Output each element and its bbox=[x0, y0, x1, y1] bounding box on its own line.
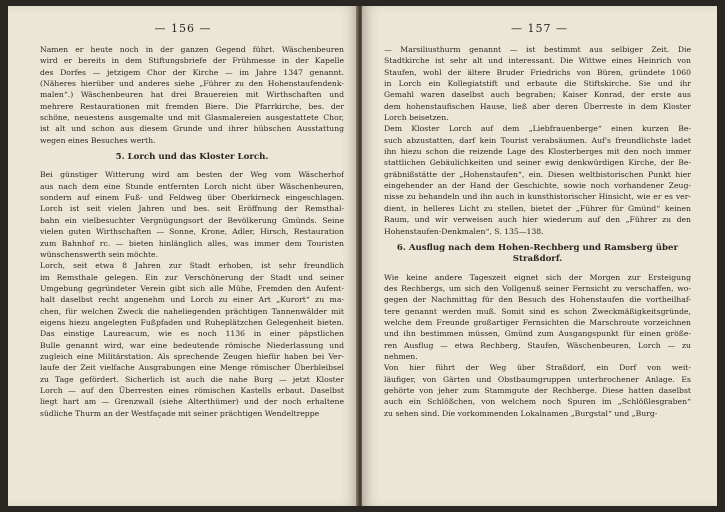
text-line: zum Bahnhof rc. — bieten hinlänglich alles, was immer dem Touristen bbox=[40, 238, 344, 248]
text-line: zugleich eine Militärstation. Als sprechende Zeugen hiefür haben bei Ver- bbox=[40, 351, 344, 361]
text-line: dem hohenstaufischen Hause, ließ aber deren Überreste in dem Kloster bbox=[384, 101, 691, 111]
paragraph bbox=[40, 44, 344, 146]
text-line: malen“.) Wäschenbeuren hat drei Brauereien mit Wirthschaften und bbox=[40, 90, 344, 100]
paragraph bbox=[40, 169, 344, 260]
text-line: nehmen. bbox=[384, 351, 418, 361]
text-line: Raum, und wir verweisen auch hier wiederum auf den „Führer zu den bbox=[384, 215, 691, 225]
text-line: chen, für welchen Zweck die naheliegenden prächtigen Tannenwälder mit bbox=[40, 306, 344, 316]
text-line: Von hier führt der Weg über Straßdorf, ein Dorf von weit- bbox=[384, 363, 691, 373]
text-line: Wie keine andere Tageszeit eignet sich der Morgen zur Ersteigung bbox=[384, 272, 691, 282]
text-line: läufiger, von Gärten und Obstbaumgruppen unterbrochener Anlage. Es bbox=[384, 374, 691, 384]
text-line: in Lorch ein Kollegiatstift und erbaute die Stiftskirche. Sie und ihr bbox=[384, 79, 691, 89]
text-line: sondern auf einem Fuß- und Feldweg über Oberkirneck eingeschlagen. bbox=[40, 193, 344, 203]
text-line: nisse zu behandeln und ihn auch in kunsthistorischer Hinsicht, wie er es ver- bbox=[384, 192, 691, 202]
text-line: auch ein Schlößchen, von welchem noch Spuren im „Schlößlesgraben“ bbox=[384, 397, 691, 407]
page-number: — 157 — bbox=[511, 22, 568, 35]
text-line: stattlichen Gebäulichkeiten und seiner ewig denkwürdigen Kirche, der Be- bbox=[384, 158, 691, 168]
text-line: Lorch, seit etwa 8 Jahren zur Stadt erhoben, ist sehr freundlich bbox=[40, 261, 344, 271]
page-number: — 156 — bbox=[154, 22, 212, 35]
paragraph bbox=[384, 272, 691, 363]
text-line: Namen er heute noch in der ganzen Gegend führt. Wäschenbeuren bbox=[40, 45, 344, 54]
right-page bbox=[362, 6, 717, 506]
text-line: Stadtkirche ist sehr alt und interessant. Die Wittwe eines Heinrich von bbox=[384, 56, 691, 66]
text-line: südliche Thurm an der Westfaçade mit seiner prächtigen Wendeltreppe bbox=[40, 408, 320, 418]
text-line: dient, in helleres Licht zu stellen, bietet der „Führer für Gmünd“ keinen bbox=[384, 203, 691, 213]
text-line: eigens hiezu angelegten Fußpfaden und Ruheplätzchen Gelegenheit bieten. bbox=[40, 317, 344, 327]
text-line: gegen der Nachmittag für den Besuch des Hohenstaufen die vortheilhaf- bbox=[384, 295, 691, 305]
text-line: eingehender an der Hand der Geschichte, sowie noch vorhandener Zeug- bbox=[384, 181, 691, 191]
text-line: ren Ausflug — etwa Rechberg, Staufen, Wäschenbeuren, Lorch — zu bbox=[384, 340, 691, 350]
text-line: Lorch ist seit vielen Jahren und bes. seit Eröffnung der Remsthal- bbox=[40, 204, 344, 214]
text-line: des Rechbergs, um sich den Vollgenuß seiner Fernsicht zu verschaffen, wo- bbox=[384, 283, 691, 293]
paragraph bbox=[384, 123, 691, 236]
text-line: bahn ein vielbesuchter Vergnügungsort der Bevölkerung Gmünds. Seine bbox=[40, 215, 344, 225]
text-line: Staufen, wohl der ältere Bruder Friedrichs von Büren, gründete 1060 bbox=[384, 67, 691, 77]
text-line: Lorch beisetzen. bbox=[384, 113, 449, 123]
left-page bbox=[8, 6, 358, 506]
section-heading: 6. Ausflug nach dem Hohen-Rechberg und Ramsberg über bbox=[396, 242, 679, 253]
text-line: gehörte von jeher zum Stammgute der Rechberge. Diese hatten daselbst bbox=[384, 385, 691, 395]
text-line: Lorch — auf den Überresten eines römischen Kastells erbaut. Daselbst bbox=[40, 385, 344, 395]
text-line: Bei günstiger Witterung wird am besten der Weg vom Wäscherhof bbox=[40, 170, 344, 180]
paragraph bbox=[384, 362, 691, 419]
text-line: Das einstige Laureacum, wie es noch 1136 in einer päpstlichen bbox=[40, 329, 344, 339]
text-line: such abzustatten, darf kein Tourist verabsäumen. Auf's freundlichste ladet bbox=[384, 135, 691, 145]
text-line: gräbnißstätte der „Hohenstaufen“, ein. Diesen weltbistorischen Punkt hier bbox=[384, 169, 691, 179]
text-line: liegt hart am — Grenzwall (siehe Alterthümer) und der noch erhaltene bbox=[40, 397, 344, 407]
text-line: ihn hiezu schon die reizende Lage des Klosterberges mit den noch immer bbox=[384, 147, 691, 157]
text-line: (Näheres hierüber und anderes siehe „Führer zu den Hohenstaufendenk- bbox=[40, 79, 344, 89]
text-line: Bulle genannt wird, war eine bedeutende römische Niederlassung und bbox=[40, 340, 344, 350]
section-heading: 5. Lorch und das Kloster Lorch. bbox=[115, 152, 269, 163]
section-heading-continued: Straßdorf. bbox=[512, 254, 563, 265]
text-line: wünschenswerth sein möchte. bbox=[40, 249, 159, 259]
page-body bbox=[40, 44, 344, 419]
page-body bbox=[384, 44, 691, 419]
text-line: halt daselbst recht angenehm und Lorch zu einer Art „Kurort“ zu ma- bbox=[40, 295, 344, 305]
text-line: Umgebung gegründeter Verein gibt sich alle Mühe, Fremden den Aufent- bbox=[40, 283, 344, 293]
text-line: tere genannt werden muß. Somit sind es schon Zweckmäßigkeitsgründe, bbox=[384, 306, 691, 316]
text-line: im Remsthale gelegen. Ein zur Verschönerung der Stadt und seiner bbox=[40, 272, 344, 282]
text-line: wegen eines Besuches werth. bbox=[40, 135, 156, 145]
text-line: Hohenstaufen-Denkmalen“, S. 135—138. bbox=[384, 226, 544, 236]
text-line: zu Tage gefördert. Sicherlich ist auch die nahe Burg — jetzt Kloster bbox=[40, 374, 344, 384]
text-line: Gemahl waren daselbst auch begraben; Kaiser Konrad, der erste aus bbox=[384, 90, 691, 100]
paragraph bbox=[40, 260, 344, 419]
text-line: welche dem Freunde großartiger Fernsichten die Marschroute vorzeichnen bbox=[384, 317, 691, 327]
text-line: laufe der Zeit vielfache Ausgrabungen eine Menge römischer Überbleibsel bbox=[40, 363, 344, 373]
text-line: schöne, neuestens ausgemalte und mit Glasmalereien ausgestattete Chor, bbox=[40, 113, 344, 123]
text-line: ist alt und schon aus diesem Grunde und ihrer hübschen Ausstattung bbox=[40, 124, 344, 134]
text-line: zu sehen sind. Die vorkommenden Lokalnamen „Burgstal“ und „Burg- bbox=[384, 408, 658, 418]
text-line: vielen guten Wirthschaften — Sonne, Krone, Adler, Hirsch, Restauration bbox=[40, 227, 344, 237]
text-line: und ihn bestimmen müssen, Gmünd zum Ausgangspunkt für einen größe- bbox=[384, 329, 691, 339]
text-line: mehrere Restaurationen mit fremden Biere. Die Pfarrkirche, bes. der bbox=[40, 101, 344, 111]
text-line: des Dorfes — jetzigem Chor der Kirche — im Jahre 1347 genannt. bbox=[40, 67, 344, 77]
text-line: aus nach dem eine Stunde entfernten Lorch nicht über Wäschenbeuren, bbox=[40, 181, 344, 191]
text-line: — Marsiliusthurm genannt — ist bestimmt aus selbiger Zeit. Die bbox=[384, 45, 691, 54]
text-line: Dem Kloster Lorch auf dem „Liebfrauenberge“ einen kurzen Be- bbox=[384, 124, 691, 134]
text-line: wird er bereits in dem Stiftungsbriefe der Frühmesse in der Kapelle bbox=[40, 56, 344, 66]
paragraph bbox=[384, 44, 691, 123]
